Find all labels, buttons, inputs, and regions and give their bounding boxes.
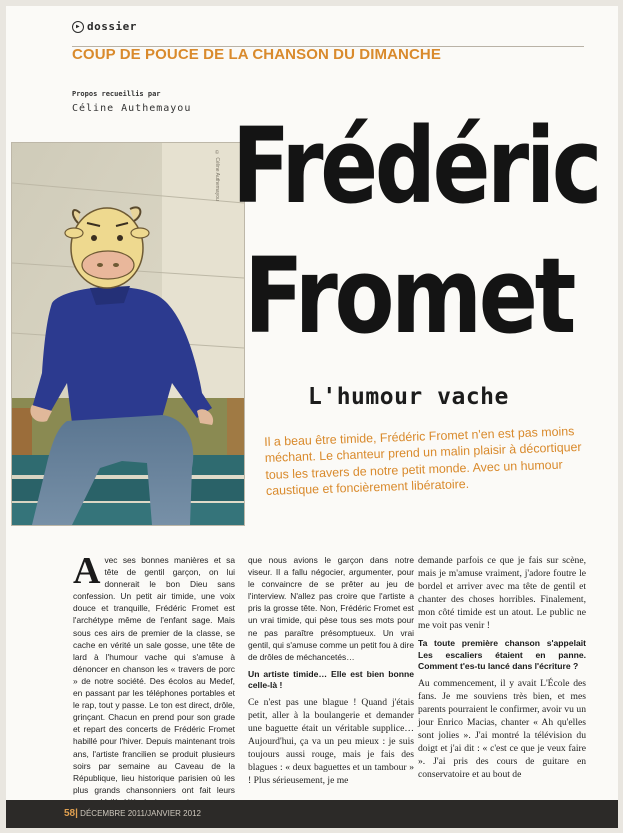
section-label <box>72 20 137 33</box>
portrait-photo <box>11 142 245 526</box>
body-column-3 <box>418 554 586 781</box>
paragraph: vec ses bonnes manières et sa tête de gentil garçon, on lui donnerait le bon Dieu sans confession. Un petit air timide, une voix douce et tranquille, Frédéric Fromet est l'archétype même de l'enfant sage. Mais sous ces airs de premier de la classe, se cache en vérité un sale gosse, une tête de lard à l'humour vache qui s'amuse à dénoncer en chanson les « travers de porc » de notre société. Des écolos au Medef, en passant par les téléphones portables et le rap, tout y passe. Le ton est direct, drôle, grinçant. Chacun en prend pour son grade et repart des concerts de Frédéric Fromet habillé pour l'hiver. Depuis maintenant trois ans, l'artiste francilien se produit plusieurs soirs par semaine au Caveau de la République, lieu historique parisien où les plus grands chansonniers ont fait leurs <box>73 555 235 795</box>
drop-cap: A <box>73 550 101 592</box>
kicker: COUP DE POUCE DE LA CHANSON DU DIMANCHE <box>72 46 441 63</box>
interview-question: Ta toute première chanson s'appelait Les escaliers étaient en panne. Comment t'es-tu lancé dans l'écriture ? <box>418 638 586 671</box>
arrow-circle-icon: ▶ <box>72 21 84 33</box>
paragraph: que nous avions le garçon dans notre viseur. Il a fallu négocier, argumenter, pour le convaincre de se prêter au jeu de l'interview. N'allez pas croire que l'artiste a pris la grosse tête. Non, Frédéric Fromet est un vrai timide, qui pèse tous ses mots pour ne pas paraître présomptueux. Un vrai gentil, qui s'amuse comme un petit fou à dire de drôles de méchancetés… <box>248 555 414 662</box>
headline-last-name: Fromet <box>244 235 574 357</box>
body-column-2 <box>248 554 414 787</box>
interview-question: Un artiste timide… Elle est bien bonne celle-là ! <box>248 668 414 691</box>
credit-label: Propos recueillis par <box>72 90 161 98</box>
interview-answer: Ce n'est pas une blague ! Quand j'étais petit, aller à la boulangerie et demander une baguette était un véritable supplice… Aujourd'hui, ça va un peu mieux : je suis toujours aussi rouge, mais je fais des blagues : « deux baguettes et un tambour » ! Plus sérieusement, je me <box>248 696 414 786</box>
photo-credit: © Céline Authemayou <box>214 150 220 201</box>
page-number: 58 <box>64 808 76 819</box>
issue-date: DÉCEMBRE 2011/JANVIER 2012 <box>80 809 201 818</box>
body-column-1 <box>73 550 235 808</box>
credit-name: Céline Authemayou <box>72 103 192 114</box>
portrait-illustration <box>12 143 244 525</box>
magazine-page <box>6 6 618 828</box>
standfirst: Il a beau être timide, Frédéric Fromet n'en est pas moins méchant. Le chanteur prend un malin plaisir à décortiquer tous les travers de notre petit monde. Avec un humour caustique et foncièrement libératoire. <box>264 424 582 499</box>
headline-first-name: Frédéric <box>232 105 600 227</box>
footer: 58| DÉCEMBRE 2011/JANVIER 2012 <box>64 808 201 819</box>
subheadline: L'humour vache <box>308 384 509 410</box>
section-label-text: dossier <box>87 20 137 33</box>
interview-answer: demande parfois ce que je fais sur scène, mais je m'amuse vraiment, j'adore foutre le bordel et arriver avec ma tête de gentil et chanter des choses horribles. Finalement, mon côté timide est un atout. Le public ne me voit pas venir ! <box>418 555 586 631</box>
interview-answer: Au commencement, il y avait L'École des fans. Je me souviens très bien, et mes parents pourraient le confirmer, avoir vu un jour Enrico Macias, chanter « Ah qu'elles sont jolies ». J'ai montré la télévision du doigt et j'ai dit : « c'est ce que je veux faire ». J'ai pris des cours de guitare en conservatoire et au bout de <box>418 677 586 780</box>
